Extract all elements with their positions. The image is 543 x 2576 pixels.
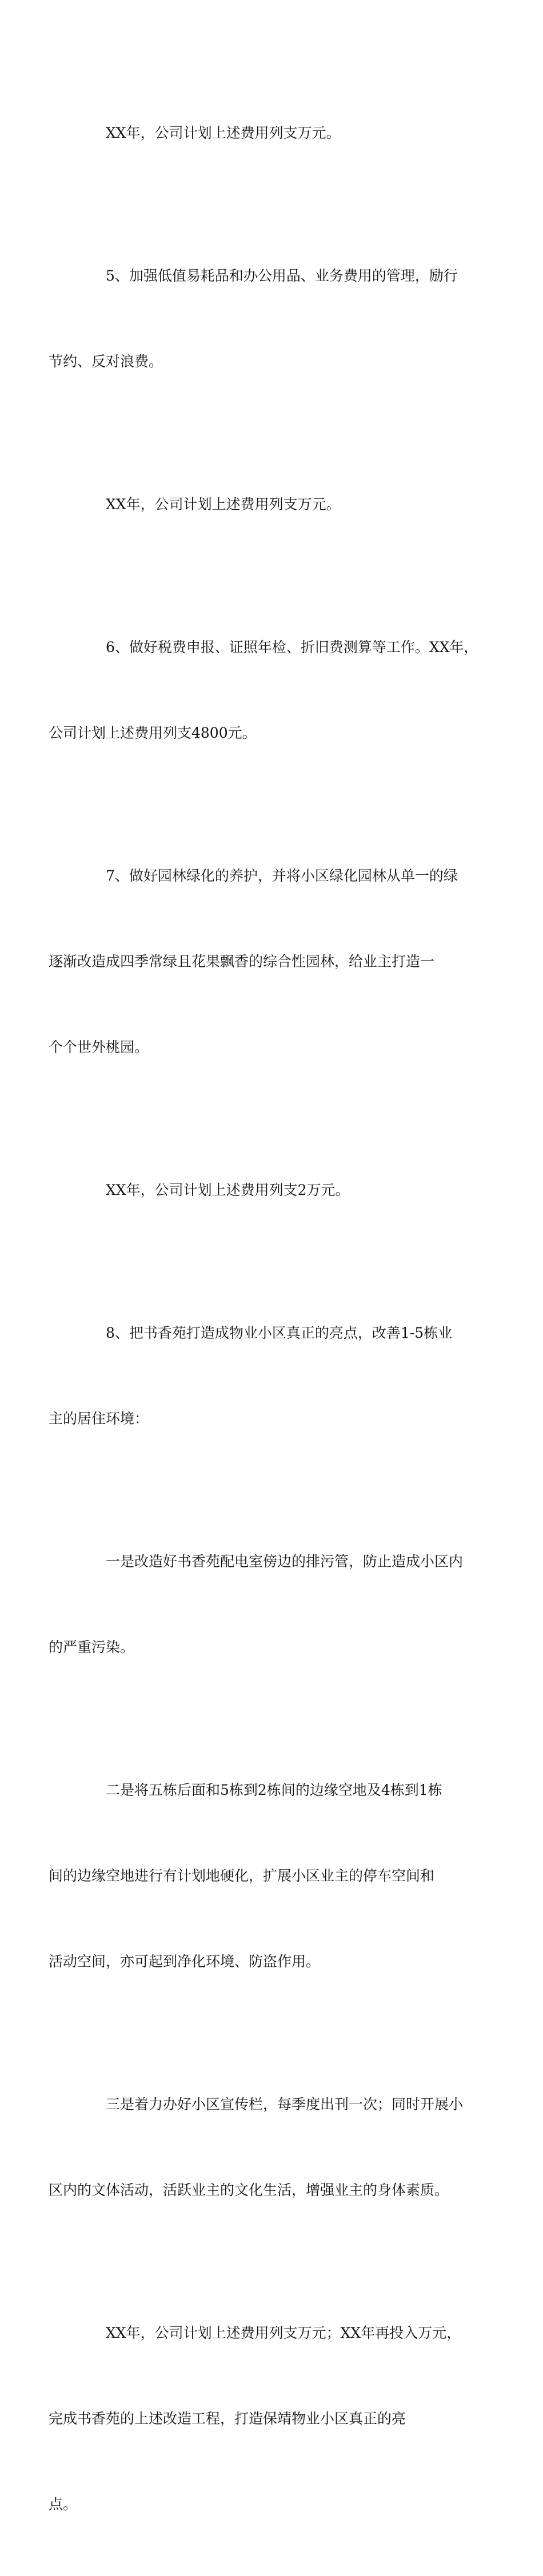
text-line: 点。 xyxy=(49,2496,78,2513)
paragraph-7 xyxy=(49,1262,480,1490)
text-line: 8、把书香苑打造成物业小区真正的亮点，改善1-5栋业 xyxy=(106,1325,453,1341)
text-line: 7、做好园林绿化的养护，并将小区绿化园林从单一的绿 xyxy=(106,867,458,884)
text-line: 一是改造好书香苑配电室傍边的排污管，防止造成小区内 xyxy=(106,1553,464,1570)
paragraph-8 xyxy=(49,1490,480,1719)
text-line: 6、做好税费申报、证照年检、折旧费测算等工作。XX年， xyxy=(106,639,478,655)
text-line: 节约、反对浪费。 xyxy=(49,353,163,370)
text-line: 二是将五栋后面和5栋到2栋间的边缘空地及4栋到1栋 xyxy=(106,1782,442,1798)
document-body xyxy=(49,62,480,2576)
text-line: XX年，公司计划上述费用列支万元；XX年再投入万元， xyxy=(106,2325,461,2341)
paragraph-2 xyxy=(49,205,480,433)
paragraph-9 xyxy=(49,1719,480,2033)
text-line: 逐渐改造成四季常绿且花果飘香的综合性园林，给业主打造一 xyxy=(49,953,435,970)
paragraph-10 xyxy=(49,2033,480,2262)
text-line: 5、加强低值易耗品和办公用品、业务费用的管理，励行 xyxy=(106,267,458,284)
paragraph-1 xyxy=(77,62,480,205)
text-line: 间的边缘空地进行有计划地硬化，扩展小区业主的停车空间和 xyxy=(49,1867,435,1884)
text-line: 区内的文体活动，活跃业主的文化生活，增强业主的身体素质。 xyxy=(49,2182,449,2198)
paragraph-6 xyxy=(77,1119,480,1262)
paragraph-5 xyxy=(49,805,480,1119)
paragraph-4 xyxy=(49,576,480,805)
text-line: XX年，公司计划上述费用列支2万元。 xyxy=(106,1182,350,1198)
text-line: 完成书香苑的上述改造工程，打造保靖物业小区真正的亮 xyxy=(49,2410,406,2427)
text-line: 主的居住环境： xyxy=(49,1410,149,1427)
text-line: 公司计划上述费用列支4800元。 xyxy=(49,725,257,741)
text-line: XX年，公司计划上述费用列支万元。 xyxy=(106,125,341,141)
text-line: 活动空间，亦可起到净化环境、防盗作用。 xyxy=(49,1953,321,1970)
text-line: XX年，公司计划上述费用列支万元。 xyxy=(106,496,341,513)
paragraph-11 xyxy=(49,2262,480,2576)
paragraph-3 xyxy=(77,433,480,576)
text-line: 个个世外桃园。 xyxy=(49,1039,149,1055)
text-line: 的严重污染。 xyxy=(49,1639,135,1655)
text-line: 三是着力办好小区宣传栏，每季度出刊一次；同时开展小 xyxy=(106,2096,464,2113)
